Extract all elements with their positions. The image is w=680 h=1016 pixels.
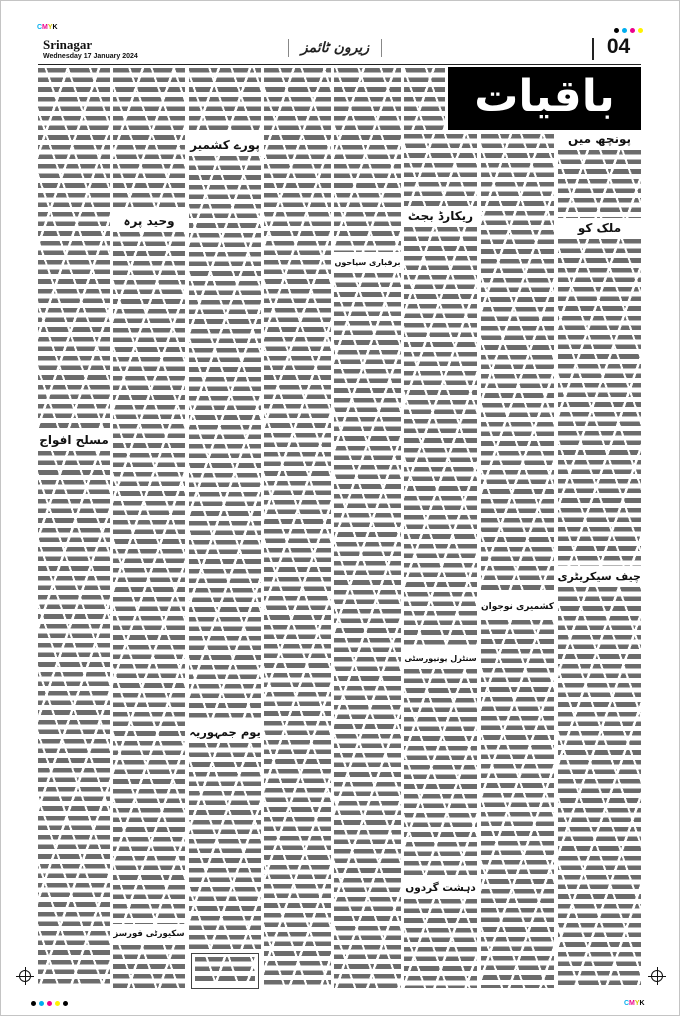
page-number: 04	[606, 35, 631, 58]
headline-waheed-para: وحید پرہ	[123, 214, 175, 228]
headline-country: ملک کو	[577, 221, 622, 235]
color-dot-cyan	[622, 28, 627, 33]
article-text-block	[404, 134, 477, 206]
article-text-block	[38, 68, 110, 430]
headline-entire-kashmir: پورے کشمیر	[190, 138, 260, 152]
registration-crosshair-left	[19, 970, 31, 982]
article-text-block	[404, 227, 477, 648]
article-text-block	[334, 68, 401, 252]
section-banner-title: باقیات	[474, 71, 615, 122]
headline-armed-forces: مسلح افواج	[39, 433, 109, 447]
color-dot-yellow	[638, 28, 643, 33]
color-dot-cyan	[39, 1001, 44, 1006]
article-text-block	[558, 587, 641, 988]
masthead	[38, 35, 641, 65]
page-number-divider	[592, 38, 594, 60]
headline-central-university: سنٹرل یونیورسٹی	[404, 654, 477, 663]
color-dot-black	[31, 1001, 36, 1006]
article-text-block	[38, 451, 110, 988]
color-dot-magenta	[47, 1001, 52, 1006]
article-text-block	[189, 743, 261, 949]
article-text-block	[481, 134, 554, 595]
article-text-block	[334, 273, 401, 988]
cmyk-mark-top: CMYK	[37, 24, 58, 31]
official-notice-box	[191, 953, 259, 989]
notice-text-block	[195, 957, 255, 985]
color-dot-black	[614, 28, 619, 33]
article-text-block	[189, 156, 261, 722]
headline-terrorists: دہشت گردوں	[405, 882, 476, 894]
article-text-block	[189, 68, 261, 135]
cmyk-mark-bottom: CMYK	[624, 1000, 645, 1007]
color-dot-yellow	[55, 1001, 60, 1006]
article-text-block	[113, 68, 185, 211]
color-bar-bottom	[31, 1001, 68, 1006]
registration-crosshair-right	[651, 970, 663, 982]
paper-logo: زیرون ٹائمز	[288, 39, 382, 57]
headline-security-forces: سکیورٹی فورسز	[113, 929, 185, 939]
article-text-block	[558, 239, 641, 566]
issue-date: Wednesday 17 January 2024	[43, 53, 138, 60]
article-text-block	[481, 620, 554, 988]
color-dot-magenta	[630, 28, 635, 33]
color-bar-top	[614, 28, 643, 33]
section-banner	[448, 67, 641, 130]
headline-poonch: پونچھ میں	[567, 132, 632, 146]
article-text-block	[558, 150, 641, 218]
color-dot-black	[63, 1001, 68, 1006]
article-text-block	[404, 669, 477, 878]
article-text-block	[264, 68, 331, 988]
headline-snowfall-tourists: برفباری سیاحوں	[334, 258, 401, 267]
headline-record-budget: ریکارڈ بجٹ	[407, 209, 474, 223]
headline-republic-day: یوم جمہوریہ	[189, 725, 261, 739]
article-text-block	[113, 232, 185, 924]
headline-chief-secretary: چیف سیکریٹری	[558, 570, 641, 583]
city-name: Srinagar	[43, 37, 93, 52]
article-text-block	[404, 899, 477, 988]
article-text-block	[404, 68, 445, 130]
article-text-block	[113, 945, 185, 988]
headline-kashmiri-youth: کشمیری نوجوان	[481, 602, 554, 612]
